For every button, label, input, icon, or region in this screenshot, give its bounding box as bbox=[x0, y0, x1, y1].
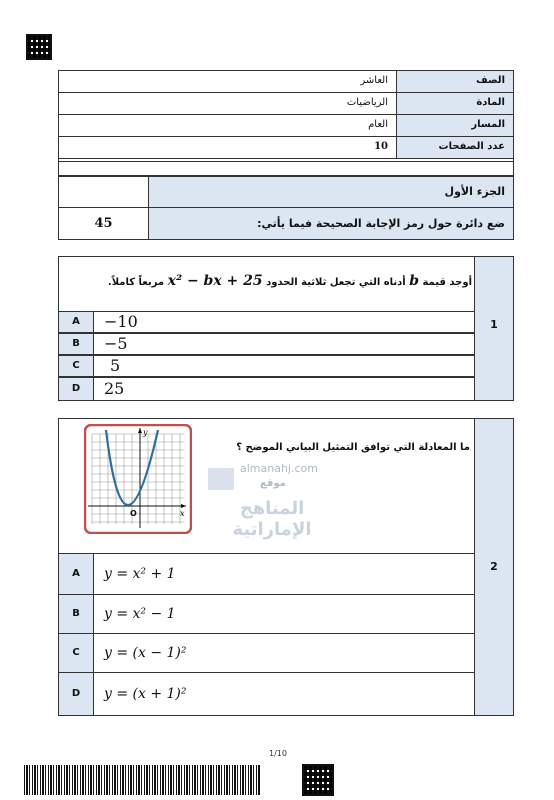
q1-text-after: مربعاً كاملاً. bbox=[107, 277, 165, 288]
q2-number: 2 bbox=[490, 560, 498, 573]
q1-option-a-answer: −10 bbox=[93, 311, 475, 333]
parabola-graph bbox=[84, 424, 192, 534]
watermark bbox=[200, 458, 350, 538]
graph-origin-label: O bbox=[130, 509, 137, 518]
info-label-grade: الصف bbox=[396, 70, 514, 93]
part-instruction: ضع دائرة حول رمز الإجابة الصحيحة فيما يأتي: bbox=[148, 207, 514, 240]
q1-expression: x² − bx + 25 bbox=[167, 273, 263, 289]
q2-option-d-letter[interactable]: D bbox=[58, 672, 94, 716]
q2-text: ما المعادلة التي توافق التمثيل البياني الموضح ؟ bbox=[236, 442, 470, 453]
info-value-grade: العاشر bbox=[58, 70, 397, 93]
q2-option-c-answer: y = (x − 1)² bbox=[93, 633, 475, 673]
watermark-line1: موقع bbox=[260, 478, 286, 489]
page-number: 1/10 bbox=[269, 749, 287, 758]
info-label-track: المسار bbox=[396, 114, 514, 137]
q2-option-b-answer: y = x² − 1 bbox=[93, 594, 475, 634]
q2-option-d-answer: y = (x + 1)² bbox=[93, 672, 475, 716]
q1-text-middle: أدناه التي تجعل ثلاثية الحدود bbox=[266, 277, 406, 288]
part-score: 45 bbox=[58, 207, 149, 240]
q1-option-b-letter[interactable]: B bbox=[58, 333, 94, 355]
q2-option-a-letter[interactable]: A bbox=[58, 553, 94, 595]
q1-option-b-answer: −5 bbox=[93, 333, 475, 355]
watermark-logo-icon bbox=[208, 468, 234, 490]
info-value-pages: 10 bbox=[58, 136, 397, 159]
graph-x-label: x bbox=[180, 509, 185, 518]
info-value-track: العام bbox=[58, 114, 397, 137]
q2-option-a-answer: y = x² + 1 bbox=[93, 553, 475, 595]
q1-number: 1 bbox=[490, 318, 498, 331]
part-title: الجزء الأول bbox=[148, 176, 514, 208]
qr-code-top bbox=[26, 34, 52, 60]
q1-var-b: b bbox=[409, 273, 419, 289]
barcode bbox=[24, 765, 260, 795]
q1-option-c-letter[interactable]: C bbox=[58, 355, 94, 377]
q1-text-before: أوجد قيمة bbox=[422, 277, 472, 288]
q1-text bbox=[62, 268, 472, 296]
qr-code-bottom bbox=[302, 764, 334, 796]
q2-option-c-letter[interactable]: C bbox=[58, 633, 94, 673]
watermark-line2: المناهج الإماراتية bbox=[232, 498, 312, 540]
q1-option-d-answer: 25 bbox=[93, 377, 475, 401]
info-label-pages: عدد الصفحات bbox=[396, 136, 514, 159]
q2-option-b-letter[interactable]: B bbox=[58, 594, 94, 634]
info-label-subject: المادة bbox=[396, 92, 514, 115]
q1-option-a-letter[interactable]: A bbox=[58, 311, 94, 333]
info-value-subject: الرياضيات bbox=[58, 92, 397, 115]
watermark-site: almanahj.com bbox=[240, 462, 318, 475]
q1-option-d-letter[interactable]: D bbox=[58, 377, 94, 401]
q2-graph bbox=[84, 424, 192, 534]
graph-y-label: y bbox=[143, 428, 148, 437]
q1-option-c-answer: 5 bbox=[93, 355, 475, 377]
